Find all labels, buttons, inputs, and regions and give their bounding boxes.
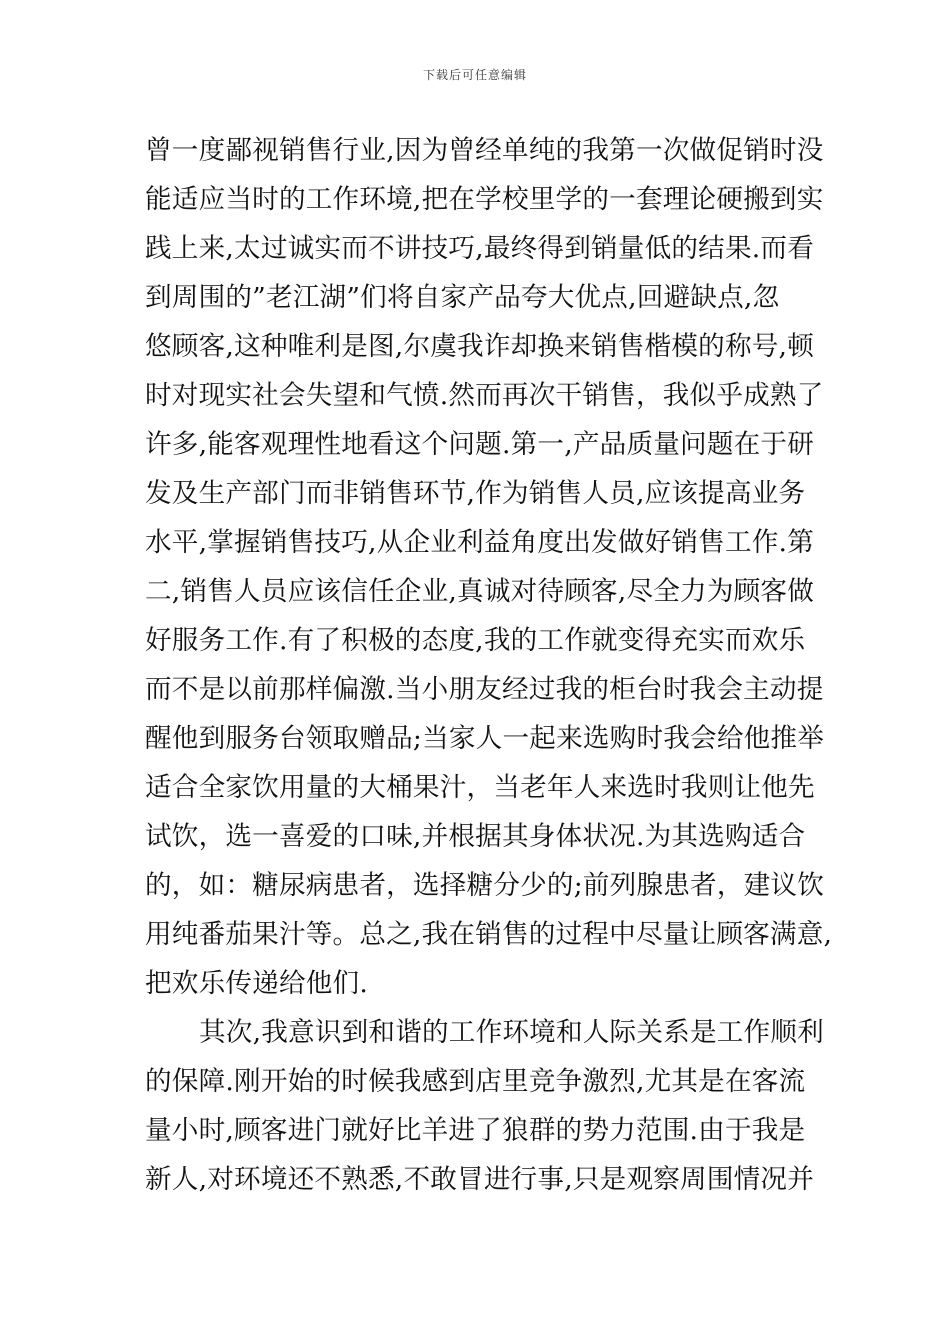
document-body (145, 126, 833, 1204)
text-line: 水平,掌握销售技巧,从企业利益角度出发做好销售工作.第 (145, 527, 815, 558)
text-line: 许多,能客观理性地看这个问题.第一,产品质量问题在于研 (145, 429, 815, 460)
text-line: 醒他到服务台领取赠品;当家人一起来选购时我会给他推举 (145, 723, 825, 754)
paragraph-first-line: 其次,我意识到和谐的工作环境和人际关系是工作顺利 (199, 1017, 824, 1048)
text-line: 的，如：糖尿病患者，选择糖分少的;前列腺患者，建议饮 (145, 870, 825, 901)
text-line: 试饮，选一喜爱的口味,并根据其身体状况.为其选购适合 (145, 821, 806, 852)
text-line: 发及生产部门而非销售环节,作为销售人员,应该提高业务 (145, 478, 806, 509)
text-line: 而不是以前那样偏激.当小朋友经过我的柜台时我会主动提 (145, 674, 824, 705)
text-line: 曾一度鄙视销售行业,因为曾经单纯的我第一次做促销时没 (145, 135, 824, 166)
text-line: 好服务工作.有了积极的态度,我的工作就变得充实而欢乐 (145, 625, 806, 656)
text-line: 二,销售人员应该信任企业,真诚对待顾客,尽全力为顾客做 (145, 576, 815, 607)
text-line: 时对现实社会失望和气愤.然而再次干销售，我似乎成熟了 (145, 380, 824, 411)
text-line: 适合全家饮用量的大桶果汁，当老年人来选时我则让他先 (145, 772, 815, 803)
text-line: 到周围的”老江湖”们将自家产品夸大优点,回避缺点,忽 (145, 282, 780, 313)
text-line: 用纯番茄果汁等。总之,我在销售的过程中尽量让顾客满意, (145, 919, 833, 950)
text-line: 量小时,顾客进门就好比羊进了狼群的势力范围.由于我是 (145, 1115, 806, 1146)
text-line: 践上来,太过诚实而不讲技巧,最终得到销量低的结果.而看 (145, 233, 815, 264)
text-line: 的保障.刚开始的时候我感到店里竞争激烈,尤其是在客流 (145, 1066, 806, 1097)
text-line: 把欢乐传递给他们. (145, 968, 369, 999)
text-line: 悠顾客,这种唯利是图,尔虞我诈却换来销售楷模的称号,顿 (145, 331, 815, 362)
text-line: 新人,对环境还不熟悉,不敢冒进行事,只是观察周围情况并 (145, 1164, 815, 1195)
page-header: 下载后可任意编辑 (422, 68, 527, 82)
text-line: 能适应当时的工作环境,把在学校里学的一套理论硬搬到实 (145, 184, 824, 215)
